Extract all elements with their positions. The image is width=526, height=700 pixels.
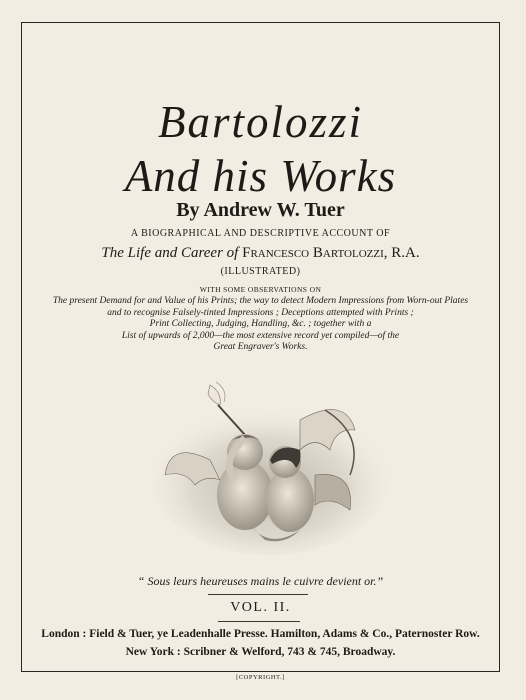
artist-name: Francesco Bartolozzi — [242, 245, 384, 261]
artist-suffix: , R.A. — [383, 245, 420, 261]
publisher-line-1: London : Field & Tuer, ye Leadenhalle Presse. Hamilton, Adams & Co., Paternoster Row. — [41, 628, 480, 640]
description-line: Great Engraver's Works. — [213, 342, 308, 352]
publisher-line-2: New York : Scribner & Welford, 743 & 745, Broadway. — [125, 646, 396, 658]
title-line-1: Bartolozzi — [157, 97, 364, 147]
volume-label: VOL. II. — [230, 600, 291, 615]
observations-header: WITH SOME OBSERVATIONS ON — [199, 285, 322, 294]
title-line-2: And his Works — [124, 151, 397, 201]
author-byline: By Andrew W. Tuer — [176, 199, 345, 221]
subtitle: A BIOGRAPHICAL AND DESCRIPTIVE ACCOUNT OF — [130, 228, 391, 239]
bottom-rule — [218, 621, 300, 622]
copyright-notice: [COPYRIGHT.] — [236, 674, 285, 681]
illustrated-label: (ILLUSTRATED) — [220, 266, 301, 277]
motto: “ Sous leurs heureuses mains le cuivre devient or.” — [137, 574, 384, 588]
description-block — [21, 296, 500, 354]
life-and-career-line — [21, 245, 500, 262]
cherubs-engraving — [150, 380, 390, 555]
description-line: Print Collecting, Judging, Handling, &c. ; together with a — [149, 319, 372, 329]
description-line: and to recognise Falsely-tinted Impressions ; Deceptions attempted with Prints ; — [107, 307, 414, 318]
cherubs-illustration — [150, 380, 390, 555]
life-italic: The Life and Career of — [101, 245, 239, 261]
top-rule — [208, 594, 308, 595]
description-line: The present Demand for and Value of his Prints; the way to detect Modern Impressions from Worn-out Plates — [52, 296, 469, 306]
description-line: List of upwards of 2,000—the most extensive record yet compiled—of the — [121, 330, 400, 341]
